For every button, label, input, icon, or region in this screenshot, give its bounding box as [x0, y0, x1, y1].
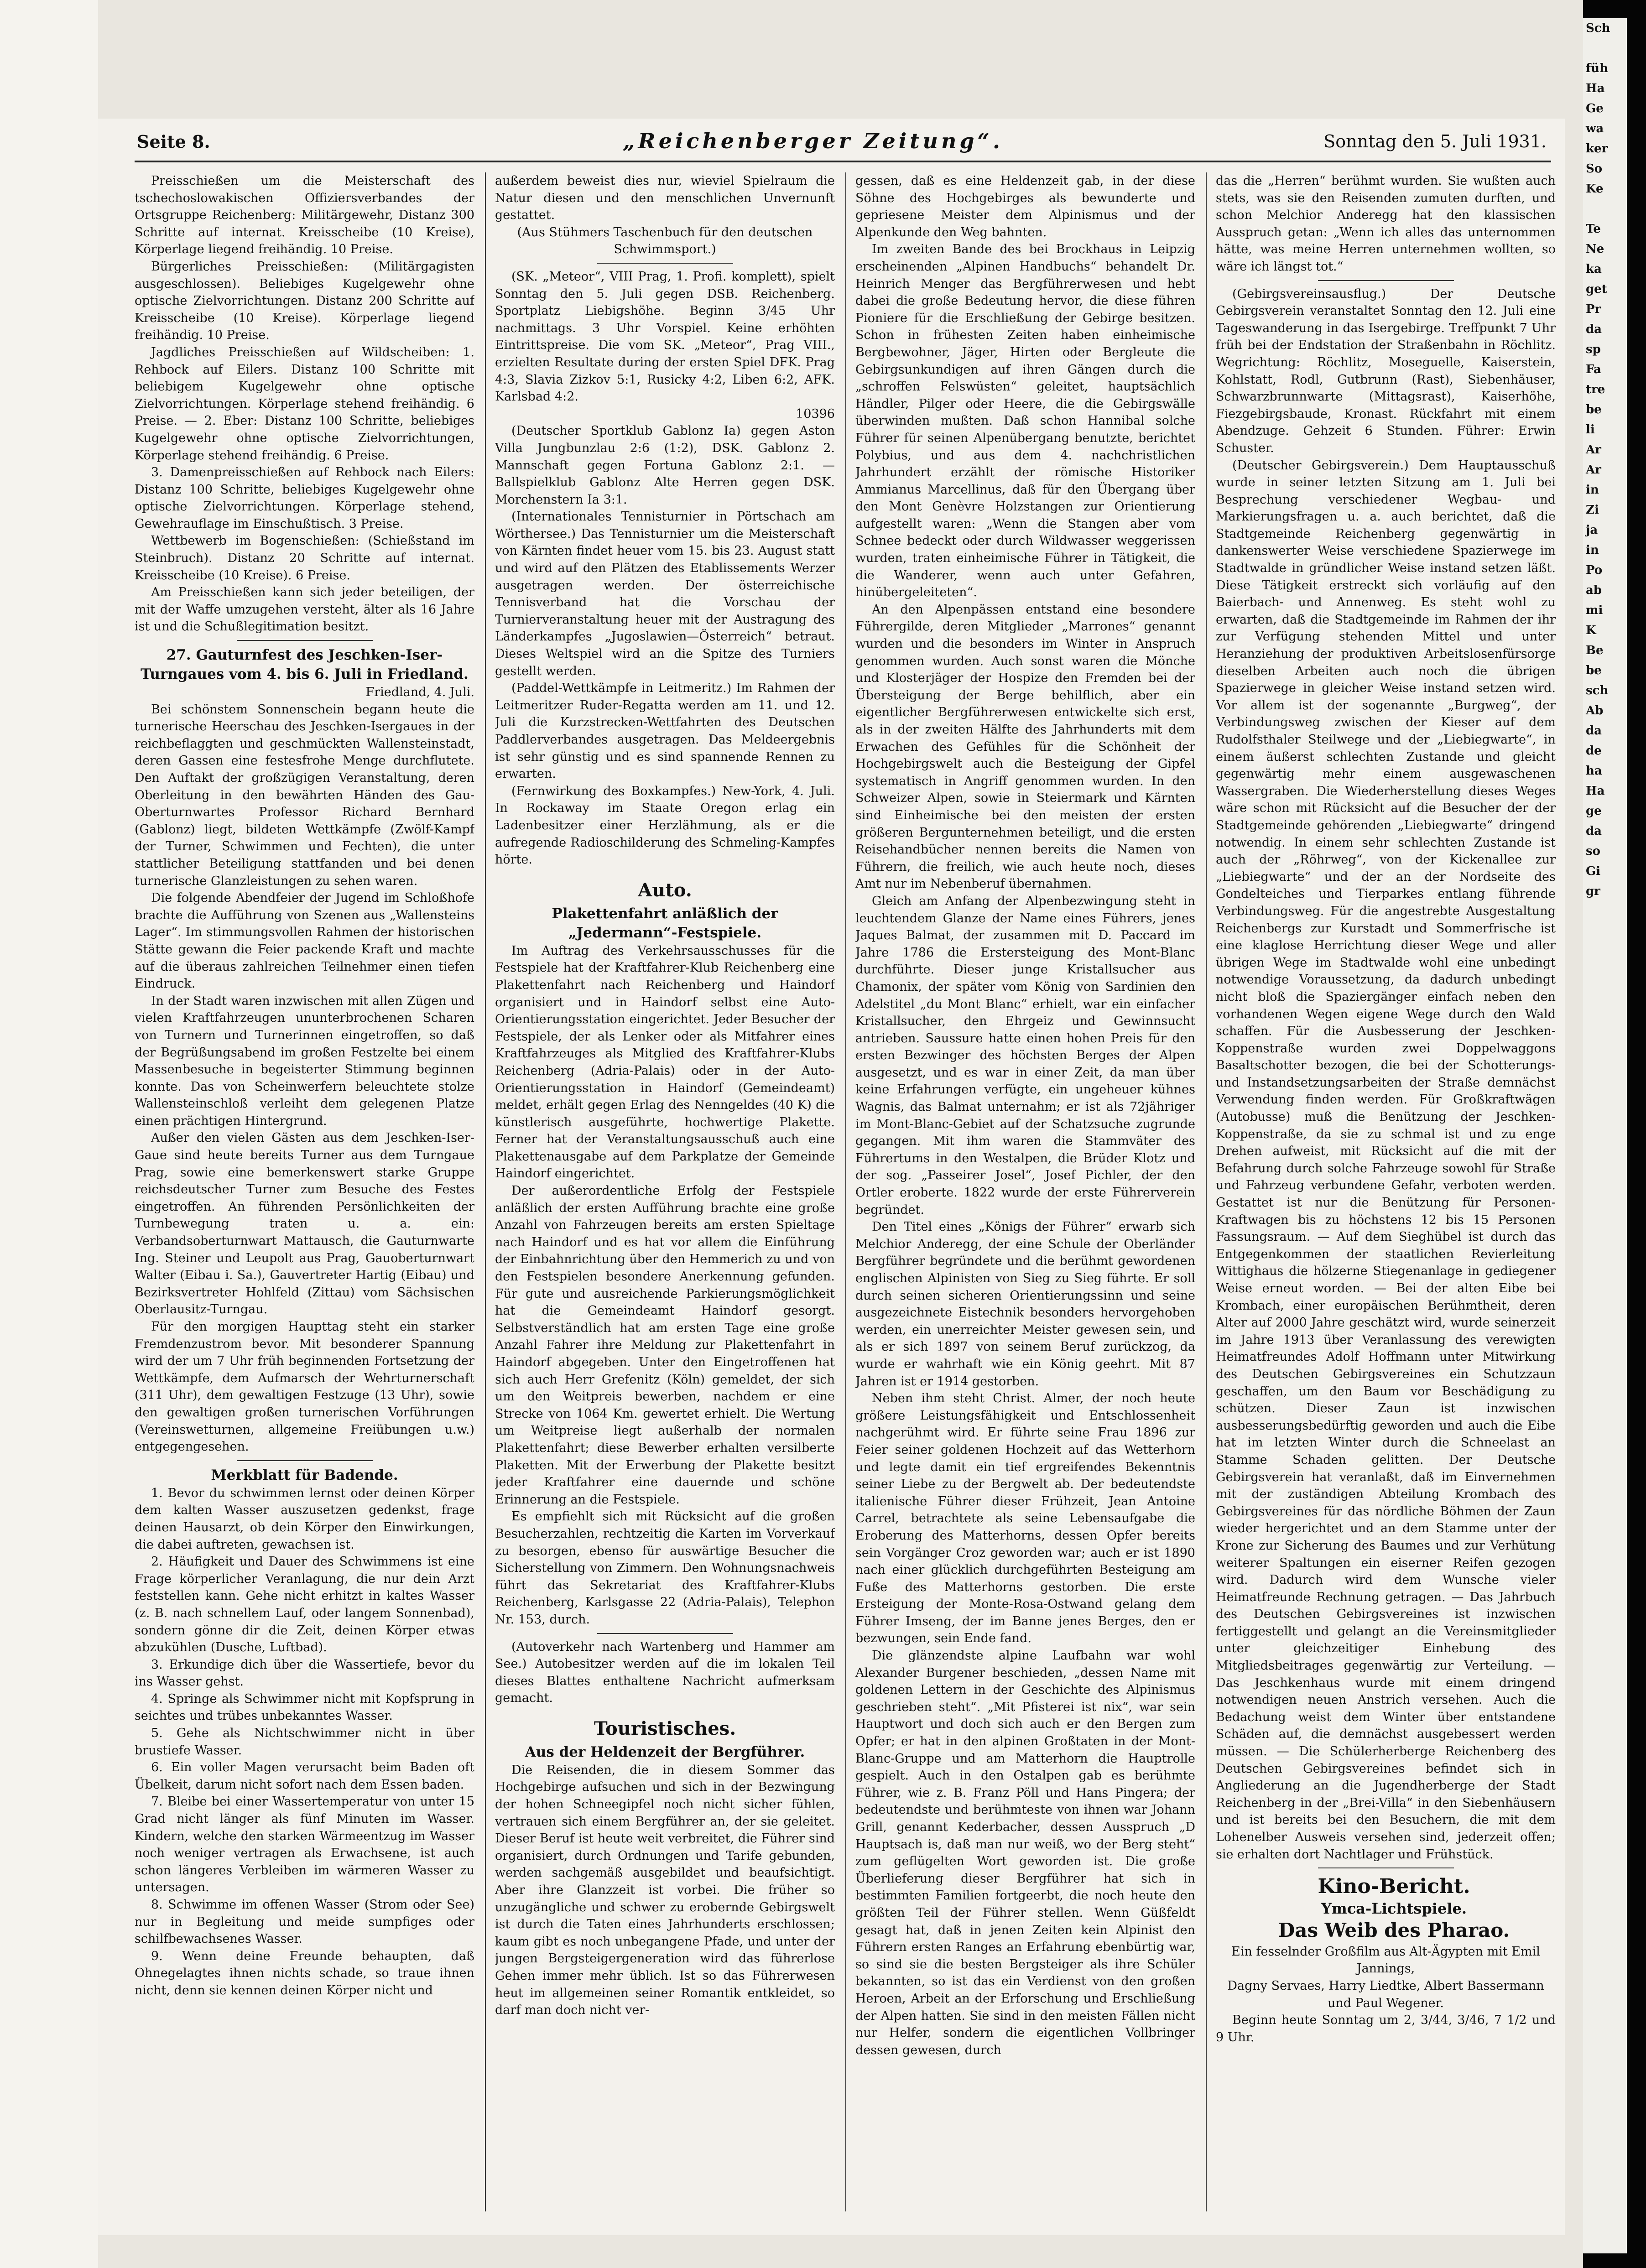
column-3	[855, 172, 1195, 2216]
article-paragraph: (Gebirgsvereinsausflug.) Der Deutsche Gebirgsverein veranstaltet Sonntag den 12. Juli eine Tageswanderung in das Isergebirge. Treffpunkt 7 Uhr früh bei der Endstation der Straßenbahn in Röchlitz. Wegrichtung: Röchlitz, Moseguelle, Kaiserstein, Kohlstatt, Rodl, Gutbrunn (Rast), Siebenhäuser, Schwarzbrunnwarte (Mittagsrast), Kaiserhöhe, Fiezgebirgsbaude, Kronast. Rückfahrt mit einem Abendzuge. Gehzeit 6 Stunden. Führer: Erwin Schuster.	[1216, 286, 1556, 455]
article-paragraph: Die glänzendste alpine Laufbahn war wohl Alexander Burgener beschieden, „dessen Name mit goldenen Lettern in der Geschichte des Alpinismus geschrieben steht“. „Mit Pfisterei ist nix“, war sein Hauptwort und doch sich auch er den Bergen zum Opfer; er hat in den alpinen Großtaten in der Mont-Blanc-Gruppe und am Matterhorn die Hauptrolle gespielt. Auch in den Ostalpen gab es berühmte Führer, wie z. B. Franz Pöll und Hans Pingera; der bedeutendste und berühmteste von ihnen war Johann Grill, genannt Kederbacher, dessen Ausspruch „D Hauptsach is, daß man nur weiß, wo der Berg steht“ zum geflügelten Wort geworden ist. Die große Überlieferung dieser Bergführer hat sich in bestimmten Familien fortgeerbt, die noch heute den größten Teil der Führer stellen. Wenn Güßfeldt gesagt hat, daß in jenen Zeiten kein Alpinist den Führern ersten Ranges an Erfahrung ebenbürtig war, so sind sie die besten Bergsteiger als ihre Schüler bekannten, so ist das ein Verdienst von den großen Heroen, Arbeit an der Erforschung und Erschließung der Alpen hatten. Sie sind in den meisten Fällen nicht nur Helfer, sondern die eigentlichen Vollbringer dessen gewesen, durch	[855, 1649, 1195, 2057]
article-paragraph: (Deutscher Sportklub Gablonz Ia) gegen Aston Villa Jungbunzlau 2:6 (1:2), DSK. Gablonz 2. Mannschaft gegen Fortuna Gablonz 2:1. — Ballspielklub Gablonz Alte Herren gegen DSK. Morchenstern Ia 3:1.	[495, 424, 835, 507]
article-paragraph: An den Alpenpässen entstand eine besondere Führergilde, deren Mitglieder „Marrones“ genannt wurden und die besonders im Winter in Anspruch genommen wurden. Auch sonst waren die Mönche und Klosterjäger der Hospize den Fremden bei der Übersteigung der Berge behilflich, aber ein eigentlicher Bergführerwesen entwickelte sich erst, als in der zweiten Hälfte des Jahrhunderts mit dem Erwachen des Gefühles für die Schönheit der Hochgebirgswelt auch die Besteigung der Gipfel systematisch in Angriff genommen wurden. In den Schweizer Alpen, sowie in Steiermark und Kärnten sind Einheimische bei den meisten der ersten größeren Bergunternehmen beteiligt, und die ersten Reisehandbücher nennen bereits die Namen von Führern, die freilich, wie auch heute noch, dieses Amt nur im Nebenberuf übernahmen.	[855, 602, 1195, 891]
article-paragraph: (Autoverkehr nach Wartenberg und Hammer am See.) Autobesitzer werden auf die im lokalen Teil dieses Blattes enthaltene Nachricht aufmerksam gemacht.	[495, 1639, 835, 1706]
article-headline: Aus der Heldenzeit der Bergführer.	[525, 1743, 805, 1760]
edge-fragment-line: ha	[1586, 764, 1602, 778]
article-paragraph: außerdem beweist dies nur, wieviel Spielraum die Natur diesen und den menschlichen Unvernunft gestattet.	[495, 174, 835, 223]
article-paragraph: Preisschießen um die Meisterschaft des tschechoslowakischen Offiziersverbandes der Ortsgruppe Reichenberg: Militärgewehr, Distanz 300 Schritte auf internat. Kreisscheibe (10 Kreise), Körperlage liegend freihändig. 10 Preise.	[135, 174, 474, 257]
article-paragraph: Die Reisenden, die in diesem Sommer das Hochgebirge aufsuchen und sich in der Bezwingung der hohen Schneegipfel noch nicht sicher fühlen, vertrauen sich einem Bergführer an, der sie geleitet. Dieser Beruf ist heute weit verbreitet, die Führer sind organisiert, durch Ordnungen und Tarife gebunden, werden sachgemäß ausgebildet und beaufsichtigt. Aber ihre Glanzzeit ist vorbei. Die früher so unzugängliche und schwer zu erobernde Gebirgswelt ist durch die Taten eines Jahrhunderts erschlossen; kaum gibt es noch unbegangene Pfade, und unter der jungen Bergsteigergeneration wird das führerlose Gehen immer mehr üblich. Ist so das Führerwesen heut im allgemeinen seiner Romantik entkleidet, so darf man doch nicht ver-	[495, 1763, 835, 2018]
article-paragraph: 9. Wenn deine Freunde behaupten, daß Ohnegelagtes ihnen nichts schade, so traue ihnen nicht, denn sie kennen deinen Körper nicht und	[135, 1949, 474, 1998]
section-divider	[1318, 280, 1454, 281]
article-paragraph: 7. Bleibe bei einer Wassertemperatur von unter 15 Grad nicht länger als fünf Minuten im Wasser. Kindern, welche den starken Wärmeentzug im Wasser noch weniger vertragen als Erwachsene, ist auch schon längeres Verbleiben im wärmeren Wasser zu untersagen.	[135, 1795, 474, 1895]
adjacent-page-edge	[1583, 0, 1646, 2268]
edge-fragment-line: da	[1586, 724, 1602, 738]
edge-fragment-line: da	[1586, 323, 1602, 336]
edge-fragment-line: Ge	[1586, 102, 1604, 115]
edge-fragment-line: ab	[1586, 583, 1602, 597]
article-paragraph: 4. Springe als Schwimmer nicht mit Kopfsprung in seichtes und trübes unbekanntes Wasser.	[135, 1691, 474, 1723]
article-paragraph: In der Stadt waren inzwischen mit allen Zügen und vielen Kraftfahrzeugen ununterbrochenen Scharen von Turnern und Turnerinnen eingetroffen, so daß der Begrüßungsabend im großen Festzelte bei einem Massenbesuche in begeisterter Stimmung beginnen konnte. Das von Scheinwerfern beleuchtete stolze Wallensteinschloß verleiht dem gelegenen Platze einen prächtigen Hintergrund.	[135, 994, 474, 1128]
article-paragraph: 3. Erkundige dich über die Wassertiefe, bevor du ins Wasser gehst.	[135, 1657, 474, 1689]
column-2	[495, 172, 835, 2216]
article-paragraph: das die „Herren“ berühmt wurden. Sie wußten auch stets, was sie den Reisenden zumuten durften, und schon Melchior Anderegg hat den klassischen Ausspruch getan: „Wenn ich alles das unternommen hätte, was meine Herren unternehmen wollten, so wäre ich längst tot.“	[1216, 174, 1556, 274]
article-paragraph: 3. Damenpreisschießen auf Rehbock nach Eilers: Distanz 100 Schritte, beliebiges Kugelgewehr ohne optische Zielvorrichtungen. Körperlage stehend, Gewehrauflage im Einschußtisch. 3 Preise.	[135, 465, 474, 531]
article-paragraph: gessen, daß es eine Heldenzeit gab, in der diese Söhne des Hochgebirges als bewunderte und gepriesene Meister dem Alpinismus und der Alpenkunde den Weg bahnten.	[855, 174, 1195, 239]
column-rule	[845, 172, 846, 2211]
article-paragraph: Es empfiehlt sich mit Rücksicht auf die großen Besucherzahlen, rechtzeitig die Karten im Vorverkauf zu besorgen, ebenso für auswärtige Besucher die Sicherstellung von Zimmern. Den Wohnungsnachweis führt das Sekretariat des Kraftfahrer-Klubs Reichenberg, Karlsgasse 22 (Adria-Palais), Telephon Nr. 153, durch.	[495, 1509, 835, 1627]
edge-fragment-line: Ha	[1586, 784, 1605, 798]
article-paragraph: (SK. „Meteor“, VIII Prag, 1. Profi. komplett), spielt Sonntag den 5. Juli gegen DSB. Reichenberg. Sportplatz Liebigshöhe. Beginn 3/45 Uhr nachmittags. 3 Uhr Vorspiel. Keine erhöhten Eintrittspreise. Die vom SK. „Meteor“, Prag VIII., erzielten Resultate during der ersten Spiel DFK. Prag 4:3, Slavia Zizkov 5:1, Rusicky 4:2, Liben 6:2, AFK. Karlsbad 4:2.	[495, 269, 835, 404]
column-rule	[485, 172, 486, 2211]
article-paragraph: 6. Ein voller Magen verursacht beim Baden oft Übelkeit, darum nicht sofort nach dem Essen baden.	[135, 1760, 474, 1792]
edge-fragment-line: ge	[1586, 804, 1602, 818]
section-divider	[237, 640, 373, 641]
edge-fragment-line: sch	[1586, 684, 1609, 697]
article-headline: Merkblatt für Badende.	[211, 1467, 398, 1483]
article-paragraph: Bei schönstem Sonnenschein begann heute die turnerische Heerschau des Jeschken-Isergaues in der reichbeflaggten und geschmückten Wallensteinstadt, deren Gassen eine festesfrohe Menge durchflutete. Den Auftakt der großzügigen Veranstaltung, deren Oberleitung in den bewährten Händen des Gau-Oberturnwartes Professor Richard Bernhard (Gablonz) liegt, bildeten Wettkämpfe (Zwölf-Kampf der Turner, Schwimmen und Fechten), die unter stattlicher Beteiligung stattfanden und bei denen turnerische Glanzleistungen zu sehen waren.	[135, 702, 474, 888]
edge-fragment-line: Ab	[1586, 704, 1604, 718]
dateline: Friedland, 4. Juli.	[365, 685, 474, 700]
column-4	[1216, 172, 1556, 2216]
film-title: Das Weib des Pharao.	[1278, 1919, 1510, 1941]
edge-fragment-line: Po	[1586, 563, 1603, 577]
article-paragraph: Im Auftrag des Verkehrsausschusses für die Festspiele hat der Kraftfahrer-Klub Reichenberg eine Plakettenfahrt nach Reichenberg und Haindorf organisiert und in Haindorf selbst eine Auto-Orientierungsstation eingerichtet. Jeder Besucher der Festspiele, der als Lenker oder als Mitfahrer eines Kraftfahrzeuges als Mitglied des Kraftfahrer-Klubs Reichenberg (Adria-Palais) oder in der Auto-Orientierungsstation in Haindorf (Gemeindeamt) meldet, erhält gegen Erlag des Nenngeldes (40 K) die künstlerisch ausgeführte, hochwertige Plakette. Ferner hat der Veranstaltungsausschuß auch eine Plakettenausgabe auf dem Parkplatze der Gemeinde Haindorf eingerichtet.	[495, 943, 835, 1181]
article-paragraph: 8. Schwimme im offenen Wasser (Strom oder See) nur in Begleitung und meide sumpfiges oder schilfbewachsenes Wasser.	[135, 1898, 474, 1946]
section-divider	[597, 1633, 733, 1634]
edge-fragment-line: Te	[1586, 222, 1601, 236]
edge-fragment-line: li	[1586, 423, 1595, 437]
article-paragraph: (Paddel-Wettkämpfe in Leitmeritz.) Im Rahmen der Leitmeritzer Ruder-Regatta werden am 11. und 12. Juli die Kurzstrecken-Wettfahrten des Deutschen Paddlerverbandes ausgetragen. Das Meldeergebnis ist sehr günstig und es sind spannende Rennen zu erwarten.	[495, 681, 835, 781]
section-divider	[597, 263, 733, 264]
edge-fragment-line: Be	[1586, 644, 1604, 657]
edge-fragment-line	[1586, 38, 1627, 58]
column-1	[135, 172, 474, 2216]
newspaper-title: „Reichenberger Zeitung“.	[623, 129, 1004, 153]
article-headline: 27. Gauturnfest des Jeschken-Iser-Turngaues vom 4. bis 6. Juli in Friedland.	[141, 647, 469, 683]
edge-fragment-line: in	[1586, 543, 1599, 557]
header-rule	[135, 161, 1551, 162]
article-paragraph: Die folgende Abendfeier der Jugend im Schloßhofe brachte die Aufführung von Szenen aus „Wallensteins Lager“. Im stimmungsvollen Rahmen der historischen Stätte gewann die Feier packende Kraft und machte auf die überaus zahlreichen Teilnehmer einen tiefen Eindruck.	[135, 891, 474, 991]
article-paragraph: (Deutscher Gebirgsverein.) Dem Hauptausschuß wurde in seiner letzten Sitzung am 1. Juli bei Besprechung verschiedener Wegbau- und Markierungsfragen u. a. auch berichtet, daß die Stadtgemeinde Reichenberg gegenwärtig in dankenswerter Weise verschiedene Spazierwege im Stadtwalde in gründlicher Weise instand setzen läßt. Diese Tätigkeit erstreckt sich vorläufig auf den Baierbach- und Annenweg. Es steht wohl zu erwarten, daß die Stadtgemeinde im Rahmen der ihr zur Verfügung stehenden Mittel und unter Heranziehung der produktiven Arbeitslosenfürsorge dieselben Arbeiten auch noch die übrigen Spazierwege in gleicher Weise instand setzen wird. Vor allem ist der sogenannte „Burgweg“, der Verbindungsweg zwischen der Kieser auf dem Rudolfsthaler Steilwege und der „Liebiegwarte“, in einem äußerst schlechten Zustande und gleicht gegenwärtig mehr einem ausgewaschenen Wassergraben. Die Wiederherstellung dieses Weges wäre schon mit Rücksicht auf die Besucher der der Stadtgemeinde gehörenden „Liebiegwarte“ dringend notwendig. In einem sehr schlechten Zustande ist auch der „Röhrweg“, von der Kickenallee zur „Liebiegwarte“ und der an der Nordseite des Gondelteiches und Tierparkes entlang führende Verbindungsweg. Für die angestrebte Ausgestaltung Reichenbergs zur Kurstadt und Sommerfrische ist eine klaglose Herrichtung dieser Wege und aller übrigen Wege im Stadtwalde wohl eine unbedingt notwendige Voraussetzung, da dadurch unbedingt nicht bloß die Spaziergänger einfach neben den vorhandenen Wegen eigene Wege durch den Wald schaffen. Für die Ausbesserung der Jeschken-Koppenstraße wurden zwei Doppelwaggons Basaltschotter bezogen, die bei der Schotterungs- und Instandsetzungsarbeiten der Straße demnächst Verwendung finden werden. Für Großkraftwägen (Autobusse) muß die Benützung der Jeschken-Koppenstraße, da sie zu schmal ist und zu enge Drehen aufweist, mit Rücksicht auf die mit der Befahrung durch solche Fahrzeuge sowohl für Straße und Fahrzeug verbundene Gefahr, verboten werden. Gestattet ist nur die Benützung für Personen-Kraftwagen bis zu höchstens 12 bis 15 Personen Fassungsraum. — Auf dem Sieghübel ist durch das Entgegenkommen der staatlichen Revierleitung Wittighaus die hölzerne Stiegenanlage in gediegener Weise erneut worden. — Bei der alten Eibe bei Krombach, einer europäischen Berühmtheit, deren Alter auf 2000 Jahre geschätzt wird, wurde seinerzeit im Jahre 1913 über Veranlassung des verewigten Heimatfreundes Adolf Hoffmann unter Mitwirkung des Deutschen Gebirgsvereines ein Schutzzaun geschaffen, um den Baum vor Beschädigung zu schützen. Dieser Zaun ist inzwischen ausbesserungsbedürftig geworden und auch die Eibe hat im letzten Winter durch die Schneelast an Stamme Schaden gelitten. Der Deutsche Gebirgsverein hat veranlaßt, daß im Einvernehmen mit der zuständigen Abteilung Krombach des Gebirgsvereines für das nördliche Böhmen der Zaun wieder hergerichtet und an dem Stamme unter der Krone zur Sicherung des Baumes und zur Verhütung weiterer Spaltungen ein eiserner Reifen gezogen wird. Dadurch wird dem Wunsche vieler Heimatfreunde Rechnung getragen. — Das Jahrbuch des Deutschen Gebirgsvereines ist inzwischen fertiggestellt und gelangt an die Vereinsmitglieder unter gleichzeitiger Einhebung des Mitgliedsbeitrages gegenwärtig zur Verteilung. — Das Jeschkenhaus wurde mit einem dringend notwendigen neuen Anstrich versehen. Auch die Bedachung weist dem Winter über entstandene Schäden auf, die demnächst ausgebessert werden müssen. — Die Schülerherberge Reichenberg des Deutschen Gebirgsvereines befindet sich in Angliederung an die Jugendherberge der Stadt Reichenberg in der „Brei-Villa“ in den Siebenhäusern und ist bereits bei den Besuchern, die mit dem Lohenelber Ausweis versehen sind, jederzeit offen; sie erhalten dort Nachtlager und Frühstück.	[1216, 458, 1556, 1862]
edge-fragment-line: Pr	[1586, 302, 1601, 316]
article-paragraph: 5. Gehe als Nichtschwimmer nicht in über brustiefe Wasser.	[135, 1726, 474, 1758]
scan-left-margin	[0, 0, 98, 2268]
article-paragraph: (Internationales Tennisturnier in Pörtschach am Wörthersee.) Das Tennisturnier um die Meisterschaft von Kärnten findet heuer vom 15. bis 23. August statt und wird auf den Plätzen des Etablissements Werzer ausgetragen werden. Der österreichische Tennisverband hat die Vorschau der Turnierveranstaltung heuer mit der Austragung des Länderkampfes „Jugoslawien—Österreich“ betraut. Dieses Weltspiel wird an die Spitze des Turniers gestellt werden.	[495, 510, 835, 678]
edge-fragment-line: Zi	[1586, 503, 1599, 517]
film-description: Ein fesselnder Großfilm aus Alt-Ägypten mit Emil Jannings,	[1231, 1944, 1540, 1976]
article-paragraph: Bürgerliches Preisschießen: (Militärgagisten ausgeschlossen). Beliebiges Kugelgewehr ohne optische Zielvorrichtungen. Distanz 200 Schritte auf Kreisscheibe (10 Kreise). Körperlage liegend freihändig. 10 Preise.	[135, 259, 474, 343]
article-paragraph: Gleich am Anfang der Alpenbezwingung steht in leuchtendem Glanze der Name eines Führers, jenes Jaques Balmat, der zusammen mit D. Paccard im Jahre 1786 die Erstersteigung des Mont-Blanc durchführte. Dieser junge Kristallsucher aus Chamonix, der später vom König von Sardinien den Adelstitel „du Mont Blanc“ erhielt, war ein einfacher Kristallsucher, den Ehrgeiz und Gewinnsucht antrieben. Saussure hatte einen hohen Preis für den ersten Bezwinger des höchsten Berges der Alpen ausgesetzt, und es war in einer Zeit, da man über keine Erfahrungen verfügte, ein ungeheuer kühnes Wagnis, das Balmat unternahm; er ist als 72jähriger im Mont-Blanc-Gebiet auf der Schatzsuche zugrunde gegangen. Mit ihm waren die Stammväter des Führertums in den Westalpen, die Brüder Klotz und der sog. „Passeirer Josel“, Josef Pichler, der den Ortler eroberte. 1822 wurde der erste Führerverein begründet.	[855, 894, 1195, 1217]
article-paragraph: Für den morgigen Haupttag steht ein starker Fremdenzustrom bevor. Mit besonderer Spannung wird der um 7 Uhr früh beginnenden Fortsetzung der Wettkämpfe, dem Aufmarsch der Wehrturnerschaft (311 Uhr), dem gewaltigen Festzuge (13 Uhr), sowie den gewaltigen großen turnerischen Vorführungen (Vereinswetturnen, allgemeine Freiübungen u.w.) entgegengesehen.	[135, 1320, 474, 1454]
article-paragraph: Der außerordentliche Erfolg der Festspiele anläßlich der ersten Aufführung brachte eine große Anzahl von Fahrzeugen bereits am ersten Spieltage nach Haindorf und es hat vor allem die Einführung der Einbahnrichtung über den Hemmerich zu und von den Festspielen besondere Anerkennung gefunden. Für gute und ausreichende Parkierungsmöglichkeit hat die Gemeindeamt Haindorf gesorgt. Selbstverständlich hat am ersten Tage eine große Anzahl Fahrer ihre Meldung zur Plakettenfahrt in Haindorf abgegeben. Unter den Eingetroffenen hat sich auch Herr Grefenitz (Köln) gemeldet, der sich um den Weitpreis bewerben, nachdem er eine Strecke von 1064 Km. gewertet erhielt. Die Wertung um Weitpreise liegt außerhalb der normalen Plakettenfahrt; diese Bewerber erhalten versilberte Plaketten. Mit der Erwerbung der Plakette besitzt jeder Kraftfahrer eine dauernde und schöne Erinnerung an die Festspiele.	[495, 1184, 835, 1507]
edge-fragment-line: Ke	[1586, 182, 1604, 196]
edge-fragment-line: so	[1586, 844, 1600, 858]
article-paragraph: Im zweiten Bande des bei Brockhaus in Leipzig erscheinenden „Alpinen Handbuchs“ behandelt Dr. Heinrich Menger das Bergführerwesen und hebt dabei die große Bedeutung hervor, die diese führen Pioniere für die Erschließung der Gebirge besitzen. Schon in frühesten Zeiten haben einheimische Bergbewohner, Jäger, Hirten oder Bergleute die Gebirgsunkundigen auf ihren Gängen durch die „schroffen Felswüsten“ geleitet, hauptsächlich Händler, Pilger oder Heere, die die Gebirgswälle überwinden mußten. Daß schon Hannibal solche Führer für seinen Alpenübergang benutzte, berichtet Polybius, und aus dem 4. nachchristlichen Jahrhundert erzählt der römische Historiker Ammianus Marcellinus, daß für den Übergang über den Mont Genèvre Holzstangen zur Orientierung aufgestellt waren: „Wenn die Stangen aber vom Schnee bedeckt oder durch Wildwasser weggerissen wurden, traten einheimische Führer in Tätigkeit, die die Wanderer, wenn auch unter Gefahren, hinübergeleiteten“.	[855, 242, 1195, 600]
edge-fragment-line: ja	[1586, 523, 1598, 537]
article-paragraph: Wettbewerb im Bogenschießen: (Schießstand im Steinbruch). Distanz 20 Schritte auf internat. Kreisscheibe (10 Kreise). 6 Preise.	[135, 534, 474, 583]
edge-fragment-line: Ar	[1586, 443, 1601, 457]
edge-fragment-line: Ha	[1586, 82, 1605, 95]
edge-fragment-line	[1586, 199, 1627, 219]
source-note: (Aus Stühmers Taschenbuch für den deutschen Schwimmsport.)	[517, 225, 813, 257]
notice-code: 10396	[796, 406, 835, 421]
edge-fragment-line: mi	[1586, 603, 1603, 617]
edge-fragment-line: be	[1586, 403, 1602, 416]
edge-fragment-line: So	[1586, 162, 1603, 176]
cinema-name: Ymca-Lichtspiele.	[1321, 1900, 1467, 1918]
edge-fragment-line: Sch	[1586, 21, 1610, 35]
edge-fragment-line: be	[1586, 664, 1602, 677]
edge-fragment-line: Ar	[1586, 463, 1601, 477]
newspaper-page	[98, 119, 1565, 2235]
edge-fragment-line: K	[1586, 624, 1596, 637]
article-paragraph: Neben ihm steht Christ. Almer, der noch heute größere Leistungsfähigkeit und Entschlossenheit nachgerühmt wird. Er führte seine Frau 1896 zur Feier seiner goldenen Hochzeit auf das Wetterhorn und legte damit ein tief ergreifendes Bekenntnis seiner Liebe zu der Bergwelt ab. Der bedeutendste italienische Führer dieser Frühzeit, Jean Antoine Carrel, betrachtete als seine Lebensaufgabe die Eroberung des Matterhorns, dessen Opfer bereits sein Vorgänger Croz geworden war; auch er ist 1890 nach einer glücklich durchgeführten Besteigung am Fuße des Matterhorns gestorben. Die erste Ersteigung der Monte-Rosa-Ostwand gelang dem Führer Imseng, der im Banne jenes Berges, den er bezwungen, sein Ende fand.	[855, 1391, 1195, 1646]
page-number: Seite 8.	[137, 131, 210, 152]
edge-fragment-line: tre	[1586, 383, 1605, 396]
edge-fragment-line: ka	[1586, 262, 1602, 276]
article-headline: Plakettenfahrt anläßlich der „Jedermann“-Festspiele.	[552, 905, 778, 941]
cinema-heading: Kino-Bericht.	[1318, 1875, 1470, 1899]
edge-fragment-line: sp	[1586, 343, 1601, 356]
edge-fragment-line: ker	[1586, 142, 1608, 156]
section-heading: Auto.	[638, 879, 692, 901]
edge-fragment-line: gr	[1586, 884, 1600, 898]
edge-fragment-line: da	[1586, 824, 1602, 838]
article-paragraph: Außer den vielen Gästen aus dem Jeschken-Iser-Gaue sind heute bereits Turner aus dem Turngaue Prag, sowie eine bemerkenswert starke Gruppe reichsdeutscher Turner zum Besuche des Festes eingetroffen. An führenden Persönlichkeiten der Turnbewegung traten u. a. ein: Verbandsoberturnwart Mattausch, die Gauturnwarte Ing. Steiner und Leupolt aus Prag, Gauoberturnwart Walter (Eibau i. Sa.), Gauvertreter Hartig (Eibau) und Bezirksvertreter Hohlfeld (Zittau) vom Sächsischen Oberlausitz-Turngau.	[135, 1131, 474, 1317]
section-divider	[1318, 1867, 1454, 1868]
adjacent-page-fragment	[1583, 18, 1627, 2253]
article-paragraph: Jagdliches Preisschießen auf Wildscheiben: 1. Rehbock auf Eilers. Distanz 100 Schritte mit beliebigem Kugelgewehr ohne optische Zielvorrichtungen. Körperlage stehend freihändig. 6 Preise. — 2. Eber: Distanz 100 Schritte, beliebiges Kugelgewehr ohne optische Zielvorrichtungen, Körperlage stehend freihändig. 6 Preise.	[135, 345, 474, 463]
section-heading: Touristisches.	[594, 1717, 736, 1739]
edge-fragment-line: Gi	[1586, 864, 1601, 878]
column-rule	[1206, 172, 1207, 2211]
edge-fragment-line: Ne	[1586, 242, 1604, 256]
section-divider	[237, 1460, 373, 1461]
showtimes: Beginn heute Sonntag um 2, 3/44, 3/46, 7 1/2 und 9 Uhr.	[1216, 2013, 1556, 2044]
article-paragraph: 2. Häufigkeit und Dauer des Schwimmens ist eine Frage körperlicher Veranlagung, die nur dein Arzt feststellen kann. Gehe nicht erhitzt in kaltes Wasser (z. B. nach schnellem Lauf, oder langem Sonnenbad), sondern gönne dir die Zeit, deinen Körper etwas abzukühlen (Dusche, Luftbad).	[135, 1555, 474, 1655]
article-paragraph: 1. Bevor du schwimmen lernst oder deinen Körper dem kalten Wasser auszusetzen gedenkst, frage deinen Hausarzt, ob dein Körper den Einwirkungen, die dabei auftreten, gewachsen ist.	[135, 1486, 474, 1552]
edge-fragment-line: de	[1586, 744, 1602, 758]
edge-fragment-line: wa	[1586, 122, 1604, 135]
article-paragraph: Am Preisschießen kann sich jeder beteiligen, der mit der Waffe umzugehen versteht, älter als 16 Jahre ist und die Schußlegitimation besitzt.	[135, 585, 474, 634]
issue-date: Sonntag den 5. Juli 1931.	[1323, 131, 1547, 151]
edge-fragment-line: in	[1586, 483, 1599, 497]
film-cast: Dagny Servaes, Harry Liedtke, Albert Bassermann und Paul Wegener.	[1227, 1978, 1544, 2010]
article-paragraph: Den Titel eines „Königs der Führer“ erwarb sich Melchior Anderegg, der eine Schule der Oberländer Bergführer begründete und die berühmt gewordenen englischen Alpinisten von Sieg zu Sieg führte. Er soll durch seinen sicheren Orientierungssinn und seine ausgezeichnete Eistechnik besonders hervorgehoben werden, ein unerreichter Meister gewesen sein, und als er sich 1897 von seinem Beruf zurückzog, da wurde er wahrhaft wie ein König geehrt. Mit 87 Jahren ist er 1914 gestorben.	[855, 1220, 1195, 1389]
edge-fragment-line: füh	[1586, 62, 1608, 75]
article-paragraph: (Fernwirkung des Boxkampfes.) New-York, 4. Juli. In Rockaway im Staate Oregon erlag ein Ladenbesitzer einer Herzlähmung, als er die aufregende Radioschilderung des Schmeling-Kampfes hörte.	[495, 784, 835, 867]
edge-fragment-line: get	[1586, 282, 1607, 296]
edge-fragment-line: Fa	[1586, 363, 1601, 376]
